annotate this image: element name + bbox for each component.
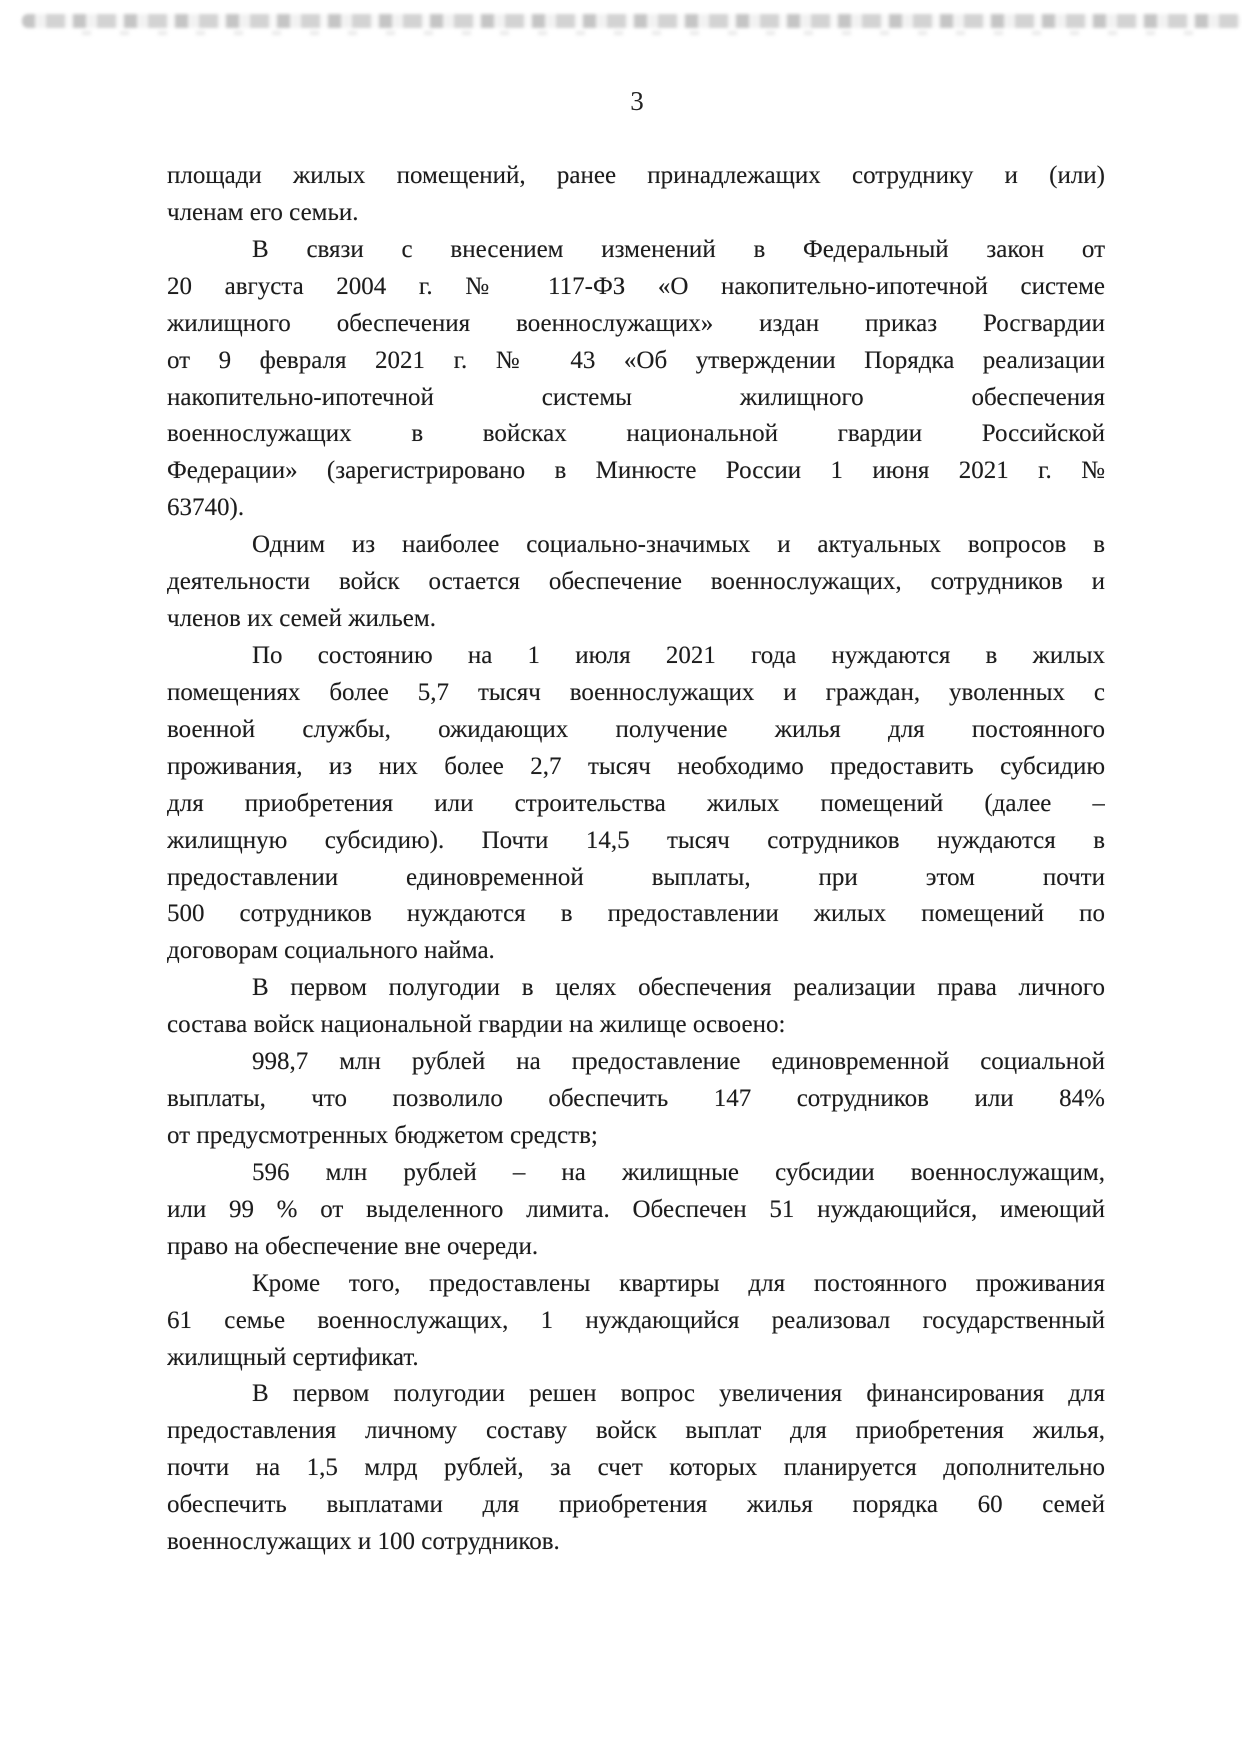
text-line: почти на 1,5 млрд рублей, за счет которых планируется дополнительно xyxy=(167,1454,1105,1482)
text-line: от 9 февраля 2021 г. № 43 «Об утверждении Порядка реализации xyxy=(167,346,1105,374)
text-line: 61 семье военнослужащих, 1 нуждающийся реализовал государственный xyxy=(167,1306,1105,1334)
text-line: от предусмотренных бюджетом средств; xyxy=(167,1121,598,1149)
text-line: жилищного обеспечения военнослужащих» издан приказ Росгвардии xyxy=(167,309,1105,337)
text-line: для приобретения или строительства жилых помещений (далее – xyxy=(167,789,1105,817)
text-line: выплаты, что позволило обеспечить 147 сотрудников или 84% xyxy=(167,1085,1105,1113)
text-line: 63740). xyxy=(167,494,245,522)
text-line: накопительно-ипотечной системы жилищного обеспечения xyxy=(167,383,1105,411)
text-line: жилищную субсидию). Почти 14,5 тысяч сотрудников нуждаются в xyxy=(167,826,1105,854)
text-line: 20 августа 2004 г. № 117-ФЗ «О накопительно-ипотечной системе xyxy=(167,272,1105,300)
text-line: предоставлении единовременной выплаты, при этом почти xyxy=(167,863,1105,891)
text-line: Одним из наиболее социально-значимых и актуальных вопросов в xyxy=(252,531,1105,559)
text-line: деятельности войск остается обеспечение военнослужащих, сотрудников и xyxy=(167,568,1105,596)
text-line: предоставления личному составу войск выплат для приобретения жилья, xyxy=(167,1417,1105,1445)
text-line: помещениях более 5,7 тысяч военнослужащих и граждан, уволенных с xyxy=(167,678,1105,706)
text-line: или 99 % от выделенного лимита. Обеспечен 51 нуждающийся, имеющий xyxy=(167,1195,1105,1223)
text-line: В связи с внесением изменений в Федеральный закон от xyxy=(252,235,1105,263)
text-line: жилищный сертификат. xyxy=(167,1343,419,1371)
text-line: военнослужащих в войсках национальной гвардии Российской xyxy=(167,420,1105,448)
text-line: проживания, из них более 2,7 тысяч необходимо предоставить субсидию xyxy=(167,752,1105,780)
text-line: договорам социального найма. xyxy=(167,937,495,965)
scan-noise-artifact xyxy=(22,14,1242,28)
text-line: состава войск национальной гвардии на жилище освоено: xyxy=(167,1011,786,1039)
text-line: военной службы, ожидающих получение жилья для постоянного xyxy=(167,715,1105,743)
text-line: 596 млн рублей – на жилищные субсидии военнослужащим, xyxy=(252,1158,1105,1186)
text-line: Кроме того, предоставлены квартиры для постоянного проживания xyxy=(252,1269,1105,1297)
text-line: членов их семей жильем. xyxy=(167,605,436,633)
text-line: В первом полугодии решен вопрос увеличения финансирования для xyxy=(252,1380,1105,1408)
text-line: площади жилых помещений, ранее принадлежащих сотруднику и (или) xyxy=(167,162,1105,189)
text-line: По состоянию на 1 июля 2021 года нуждаются в жилых xyxy=(252,641,1105,669)
text-line: Федерации» (зарегистрировано в Минюсте России 1 июня 2021 г. № xyxy=(167,457,1105,485)
page-number: 3 xyxy=(630,86,644,116)
text-line: обеспечить выплатами для приобретения жилья порядка 60 семей xyxy=(167,1491,1105,1519)
text-line: 998,7 млн рублей на предоставление единовременной социальной xyxy=(252,1048,1105,1076)
text-line: членам его семьи. xyxy=(167,198,359,226)
text-line: 500 сотрудников нуждаются в предоставлении жилых помещений по xyxy=(167,900,1105,928)
document-body xyxy=(167,158,1105,1561)
text-line: военнослужащих и 100 сотрудников. xyxy=(167,1528,560,1556)
text-line: В первом полугодии в целях обеспечения реализации права личного xyxy=(252,974,1105,1002)
text-line: право на обеспечение вне очереди. xyxy=(167,1232,539,1260)
